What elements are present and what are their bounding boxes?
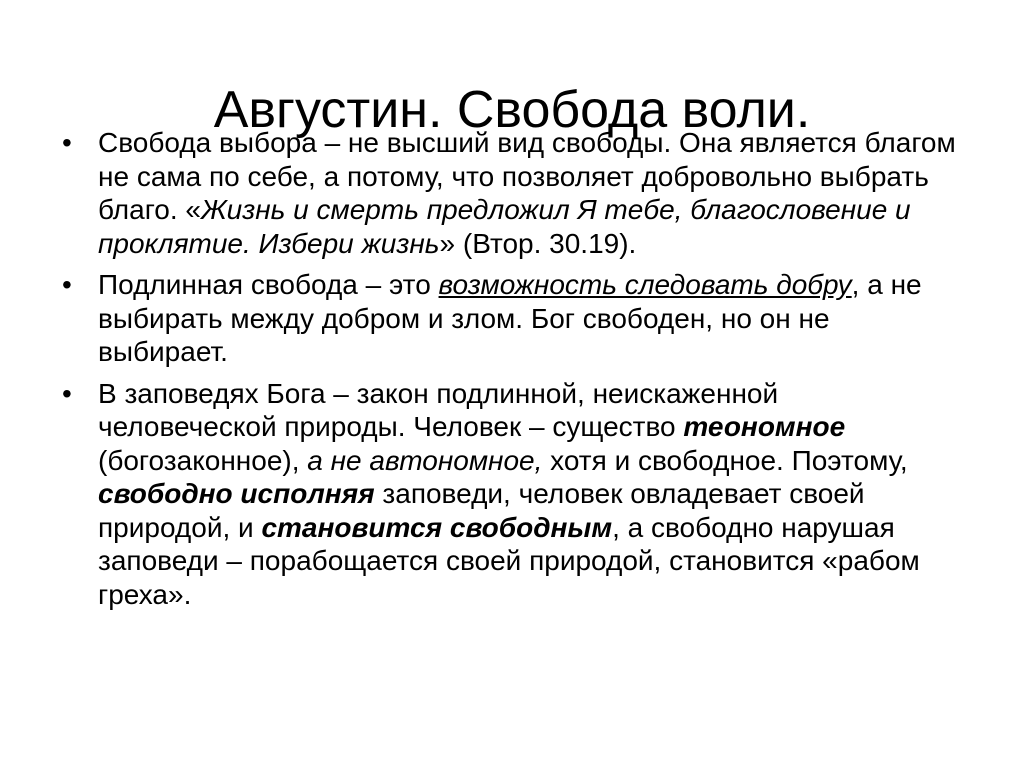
slide-title: Августин. Свобода воли. <box>213 80 811 139</box>
text-run: В заповедях Бога – закон подлинной, неискаженной человеческой природы. Человек – существо <box>98 377 779 442</box>
bullet-dot-icon: • <box>62 127 72 158</box>
quote-italic: Жизнь и смерть предложил Я тебе, благословение и проклятие. Избери жизнь <box>98 194 911 259</box>
emphasis-underlined: возможность следовать добру <box>438 269 852 300</box>
emphasis-bold-italic: свободно исполняя <box>98 478 375 509</box>
text-run: » (Втор. 30.19). <box>439 227 637 259</box>
emphasis-bold-italic: теономное <box>683 411 846 442</box>
text-run: (богозаконное), <box>98 444 308 476</box>
bullet-dot-icon: • <box>62 377 72 409</box>
text-run: хотя и свободное. Поэтому, <box>542 444 908 476</box>
text-run: Подлинная свобода – это <box>98 269 439 300</box>
bullet-dot-icon: • <box>62 269 72 300</box>
bullet-item <box>62 268 962 369</box>
text-run: , а свободно нарушая заповеди – порабощается своей природой, становится «рабом греха». <box>98 511 920 610</box>
bullet-list <box>62 126 962 619</box>
emphasis-italic: а не автономное, <box>307 444 543 476</box>
bullet-text <box>98 127 956 259</box>
text-run: , а не выбирать между добром и злом. Бог свободен, но он не выбирает. <box>98 269 922 367</box>
bullet-text <box>98 269 922 367</box>
bullet-item <box>62 126 962 260</box>
emphasis-bold-italic: становится свободным <box>261 511 613 543</box>
bullet-text <box>98 378 920 610</box>
text-run: Свобода выбора – не высший вид свободы. Она является благом не сама по себе, а потому, что позволяет добровольно выбрать благо. « <box>98 127 956 225</box>
text-run: заповеди, человек овладевает своей природой, и <box>98 478 865 543</box>
bullet-item <box>62 377 962 612</box>
